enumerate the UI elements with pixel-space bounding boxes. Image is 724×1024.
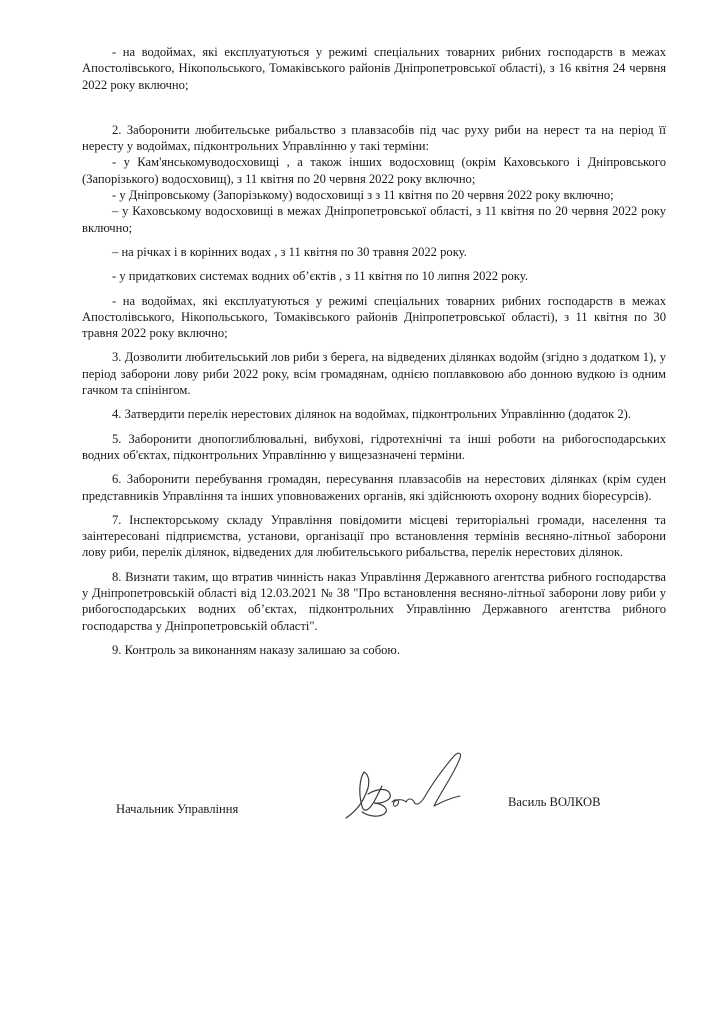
paragraph-side-systems: - у придаткових системах водних об’єктів , з 11 квітня по 10 липня 2022 року.: [112, 269, 528, 284]
paragraph-hunting-reservoirs-2: - на водоймах, які експлуатуються у режимі спеціальних товарних рибних господарств в межах Апостолівського, Нікопольського, Томаківського районів Дніпропетровської області), з 11 квітня по 30 травня 2022 року включно;: [82, 293, 666, 341]
paragraph-rivers: – на річках і в корінних водах , з 11 квітня по 30 травня 2022 року.: [112, 244, 467, 259]
paragraph-item-2: 2. Заборонити любительське рибальство з плавзасобів під час руху риби на нерест та на період її нересту у водоймах, підконтрольних Управлінню у такі терміни:: [82, 122, 666, 154]
signature-block: [116, 795, 676, 835]
paragraph-kamianske-reservoir: - у Кам'янськомуводосховищі , а також інших водосховищ (окрім Каховського і Дніпровського (Запорізького) водосховищ), з 11 квітня по 20 червня 2022 року включно;: [82, 155, 666, 186]
paragraph-item-9: 9. Контроль за виконанням наказу залишаю за собою.: [112, 642, 400, 657]
paragraph-item-8: 8. Визнати таким, що втратив чинність наказ Управління Державного агентства рибного господарства у Дніпропетровській області від 12.03.2021 № 38 "Про встановлення весняно-літньої заборони лову риби у рибогосподарських водних об’єктах, підконтрольних Управлінню Державного агентства рибного господарства у Дніпропетровській області".: [82, 569, 666, 633]
paragraph-item-5: 5. Заборонити днопоглиблювальні, вибухові, гідротехнічні та інші роботи на рибогосподарських водних об'єктах, підконтрольних Управлінню у вищезазначені терміни.: [82, 431, 666, 462]
paragraph-kakhovka-reservoir: – у Каховському водосховищі в межах Дніпропетровської області, з 11 квітня по 20 червня 2022 року включно;: [82, 204, 666, 235]
document-body: [82, 44, 666, 658]
paragraph-item-6: 6. Заборонити перебування громадян, пересування плавзасобів на нерестових ділянках (крім суден представників Управління та інших уповноважених органів, які здійснюють охорону водних біоресурсів).: [82, 472, 666, 503]
paragraph-item-4: 4. Затвердити перелік нерестових ділянок на водоймах, підконтрольних Управлінню (додаток 2).: [112, 407, 632, 422]
paragraph-hunting-reservoirs-1: - на водоймах, які експлуатуються у режимі спеціальних товарних рибних господарств в межах Апостолівського, Нікопольського, Томаківського районів Дніпропетровської області), з 16 квітня 24 червня 2022 року включно;: [82, 45, 666, 92]
signatory-name: Василь ВОЛКОВ: [508, 795, 601, 809]
signatory-position: Начальник Управління: [116, 802, 239, 816]
paragraph-item-7: 7. Інспекторському складу Управління повідомити місцеві територіальні громади, населення та заінтересовані підприємства, установи, організації про встановлення термінів весняно-літньої заборони лову риби, перелік ділянок, відведених для любительського рибальства, перелік нерестових ділянок.: [82, 512, 666, 560]
paragraph-dnipro-reservoir: - у Дніпровському (Запорізькому) водосховищі з з 11 квітня по 20 червня 2022 року включно;: [112, 188, 614, 203]
paragraph-item-3: 3. Дозволити любительський лов риби з берега, на відведених ділянках водойм (згідно з додатком 1), у період заборони лову риби 2022 року, всім громадянам, однією поплавковою або донною вудкою із одним гачком та спінінгом.: [82, 350, 666, 398]
